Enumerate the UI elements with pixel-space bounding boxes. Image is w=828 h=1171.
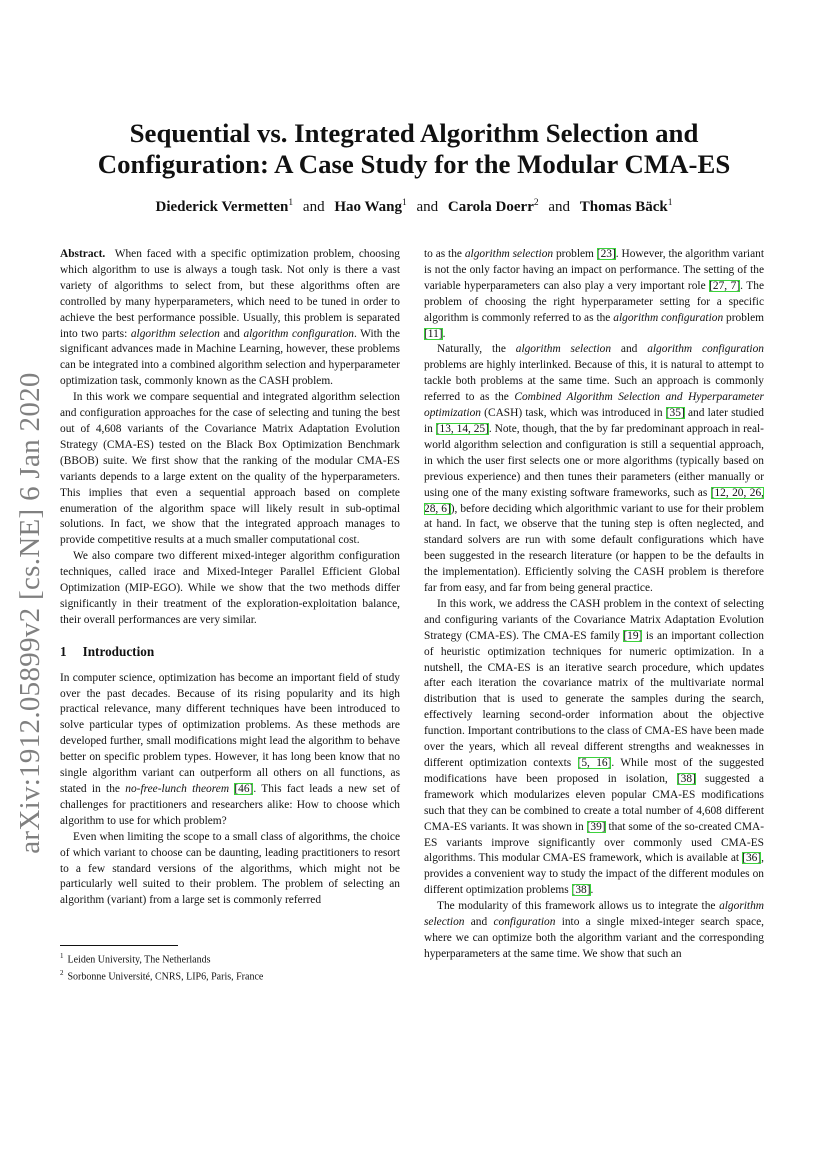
citation-link[interactable]: [12, 20, 26, 28, 6]: [424, 486, 764, 515]
abstract-paragraph: Abstract. When faced with a specific optimization problem, choosing which algorithm to use is always a tough task. Not only is there a vast variety of algorithms to select from, but these algorithms often are controlled by many hyperparameters, which need to be tuned in order to achieve the best performance possible. Usually, this problem is separated into two parts: algorithm selection and algorithm configuration. With the significant advances made in Machine Learning, however, these problems can be integrated into a combined algorithm selection and hyperparameter optimization task, commonly known as the CASH problem.: [60, 248, 400, 388]
section-number: 1: [60, 643, 67, 659]
citation-link[interactable]: [35]: [665, 407, 685, 420]
citation-link[interactable]: [39]: [586, 820, 606, 833]
title-line: Sequential vs. Integrated Algorithm Selection and: [129, 118, 699, 148]
left-column: [60, 247, 400, 909]
author-name: Thomas Bäck: [579, 199, 668, 215]
footnote: $^1$ Leiden University, The Netherlands: [60, 952, 211, 966]
section-title: Introduction: [82, 643, 155, 659]
affiliation-mark: 2: [533, 198, 539, 208]
citation-link[interactable]: [19]: [623, 629, 643, 642]
abstract-paragraph: In this work we compare sequential and integrated algorithm selection and configuration approaches for the case of selecting and tuning the best out of 4,608 variants of the Covariance Matrix Adaptation Evolution Strategy (CMA-ES) tested on the Black Box Optimization Benchmark (BBOB) suite. We first show that the ranking of the modular CMA-ES variants depends to a large extent on the quality of the hyperparameters. This implies that even a sequential approach based on complete enumeration of the algorithm space will likely result in sub-optimal solutions. In fact, we show that the integrated approach manages to provide competitive results at a much smaller computational cost.: [60, 391, 400, 547]
citation-link[interactable]: [36]: [742, 852, 762, 865]
body-paragraph: Even when limiting the scope to a small class of algorithms, the choice of which variant to choose can be daunting, leading practitioners to resort to a few standard versions of the algorithms, which might not be particularly well suited to their problem. The problem of selecting an algorithm (variant) from a large set is commonly referred: [60, 830, 400, 907]
citation-link[interactable]: [46]: [234, 783, 254, 795]
citation-link[interactable]: [5, 16]: [577, 757, 612, 769]
footnotes: [60, 945, 400, 984]
section-heading: [60, 644, 400, 660]
body-paragraph: The modularity of this framework allows us to integrate the algorithm selection and configuration into a single mixed-integer search space, where we can optimize both the algorithm variant and the corresponding hyperparameters at the same time. We show that such an: [424, 900, 764, 960]
author-name: Diederick Vermetten: [155, 199, 289, 215]
abstract-paragraph: We also compare two different mixed-integer algorithm configuration techniques, called irace and Mixed-Integer Parallel Efficient Global Optimization (MIP-EGO). While we show that the two methods differ significantly in their treatment of the exploration-exploitation balance, their overall performances are very similar.: [60, 550, 400, 626]
body-paragraph: Naturally, the algorithm selection and algorithm configuration problems are highly interlinked. Because of this, it is natural to attempt to tackle both problems at the same time. Such an approach is commonly referred to as the Combined Algorithm Selection and Hyperparameter optimization (CASH) task, which was introduced in [35] and later studied in [13, 14, 25]. Note, though, that the by far predominant approach in real-world algorithm selection and configuration is still a sequential approach, in which the user first selects one or more algorithms (typically based on previous experience) and then tunes their parameters (either manually or using one of the many existing software frameworks, such as [12, 20, 26, 28, 6]), before deciding which algorithmic variant to use for their problem at hand. In fact, we observe that the tuning step is often neglected, and standard solvers are run with some default configurations which have been suggested in the research literature (or happen to be the defaults in the implementation). Efficiently solving the CASH problem is therefore far from easy, and far from being general practice.: [424, 343, 764, 595]
author-separator: and: [302, 199, 325, 215]
citation-link[interactable]: [38]: [571, 884, 591, 897]
citation-link[interactable]: [38]: [676, 772, 696, 785]
body-paragraph: to as the algorithm selection problem [23]. However, the algorithm variant is not the only factor having an impact on performance. The setting of the variable hyperparameters can also play a very important role [27, 7]. The problem of choosing the right hyperparameter setting for a specific algorithm is commonly referred to as the algorithm configuration problem [11].: [424, 248, 765, 340]
author-name: Hao Wang: [334, 199, 402, 215]
author-name: Carola Doerr: [447, 199, 534, 215]
abstract-label: Abstract.: [60, 248, 106, 260]
affiliation-mark: 1: [288, 198, 294, 208]
citation-link[interactable]: [11]: [424, 327, 443, 340]
body-paragraph: In computer science, optimization has become an important field of study over the past decades. Because of its rising popularity and its high practical relevance, many different techniques have been introduced to solve particular types of optimization problems. As these methods are developed further, small modifications might lead the algorithm to behave better on specific problem types. However, it has long been know that no single algorithm variant can outperform all others on all functions, as stated in the no-free-lunch theorem [46]. This fact leads a new set of challenges for practitioners and researchers alike: How to choose which algorithm to use for which problem?: [60, 671, 400, 827]
body-paragraph: In this work, we address the CASH problem in the context of selecting and configuring variants of the Covariance Matrix Adaptation Evolution Strategy (CMA-ES). The CMA-ES family [19] is an important collection of heuristic optimization techniques for numeric optimization. In a nutshell, the CMA-ES is an iterative search procedure, which updates after each iteration the covariance matrix of the multivariate normal distribution that is used to generate the samples during the search, effectively learning second-order information about the objective function. Important contributions to the class of CMA-ES have been made over the years, which all reveal different strengths and weaknesses in different optimization contexts [5, 16]. While most of the suggested modifications have been proposed in isolation, [38] suggested a framework which modularizes eleven popular CMA-ES modifications such that they can be combined to create a total number of 4,608 different CMA-ES variants. It was shown in [39] that some of the so-created CMA-ES variants improve significantly over commonly used CMA-ES algorithms. This modular CMA-ES framework, which is available at [36], provides a convenient way to study the impact of the different modules on different optimization problems [38].: [424, 597, 764, 897]
footnote: $^2$ Sorbonne Université, CNRS, LIP6, Paris, France: [60, 968, 264, 983]
author-separator: and: [548, 199, 571, 215]
citation-link[interactable]: [13, 14, 25]: [435, 422, 489, 435]
right-column: [424, 247, 764, 963]
footnote-rule: [60, 945, 178, 946]
affiliation-mark: 1: [402, 198, 407, 208]
affiliation-mark: 1: [667, 198, 673, 208]
author-list: [40, 198, 788, 216]
citation-link[interactable]: [27, 7]: [709, 279, 741, 292]
title-line: Configuration: A Case Study for the Modular CMA-ES: [97, 149, 731, 179]
arxiv-identifier-stamp: arXiv:1912.05899v2 [cs.NE] 6 Jan 2020: [14, 372, 46, 854]
paper-title: [40, 118, 788, 180]
author-separator: and: [416, 199, 439, 215]
citation-link[interactable]: [23]: [596, 248, 616, 260]
